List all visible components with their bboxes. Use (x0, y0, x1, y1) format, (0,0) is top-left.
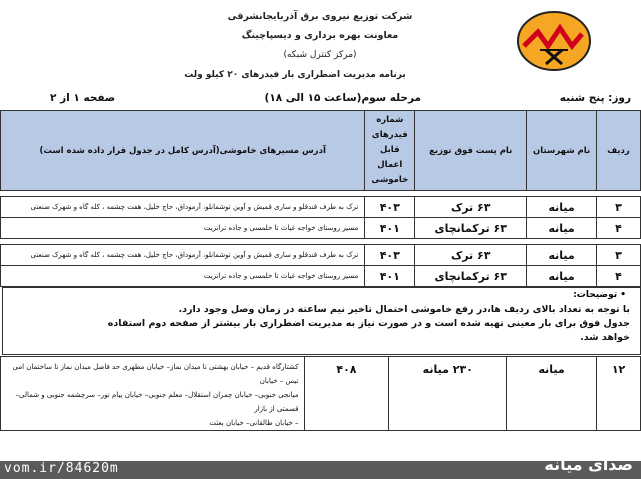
center-name: (مرکز کنترل شبکه) (283, 50, 357, 60)
header-post: نام پست فوق توزیع (415, 111, 527, 191)
table-row (1, 266, 641, 287)
cell-post: ۶۳ ترک (415, 197, 527, 218)
address-line: – خیابان طالقانی– خیابان بعثت (209, 419, 299, 427)
phase-label: مرحله سوم(ساعت ۱۵ الی ۱۸) (264, 92, 421, 104)
cell-city: میانه (527, 197, 597, 218)
table-row (1, 218, 641, 239)
brand-watermark: صدای میانه (544, 455, 633, 474)
cell-post: ۲۳۰ میانه (389, 357, 507, 431)
cell-row-number: ۱۲ (597, 357, 641, 431)
source-url: vom.ir/84620m (4, 461, 119, 476)
cell-address: ترک به طرف قندقلو و ساری قمیش و آوین توشمانلو، آرموداق، حاج خلیل، هفت چشمه ، کله گاه و شهرک صنعتی (1, 245, 365, 266)
cell-feeder: ۴۰۳ (365, 245, 415, 266)
company-name: شرکت توزیع نیروی برق آذربایجانشرقی (227, 11, 413, 22)
cell-address: مسیر روستای خواجه غیاث تا حلمسی و جاده ترانزیت (1, 266, 365, 287)
note-line: جدول فوق برای بار معینی تهیه شده است و در صورت نیاز به مدیریت اضطراری بار بیشتر از صفحه دوم استفاده (107, 318, 630, 329)
document-header (0, 0, 641, 88)
cell-city: میانه (527, 266, 597, 287)
cell-feeder: ۴۰۳ (365, 197, 415, 218)
day-label: روز: پنج شنبه (559, 92, 631, 104)
cell-city: میانه (507, 357, 597, 431)
second-table (0, 356, 641, 431)
watermark-bar (0, 455, 641, 479)
notes-box (2, 287, 641, 355)
cell-row-number: ۳ (597, 245, 641, 266)
cell-feeder: ۴۰۱ (365, 266, 415, 287)
company-logo-icon (516, 10, 592, 72)
cell-post: ۶۳ ترکمانچای (415, 266, 527, 287)
cell-feeder: ۴۰۱ (365, 218, 415, 239)
cell-row-number: ۴ (597, 218, 641, 239)
cell-row-number: ۴ (597, 266, 641, 287)
table-row (1, 357, 641, 431)
cell-address: مسیر روستای خواجه غیاث تا حلمسی و جاده ترانزیت (1, 218, 365, 239)
cell-city: میانه (527, 245, 597, 266)
table-row (1, 197, 641, 218)
cell-address: ترک به طرف قندقلو و ساری قمیش و آوین توشمانلو، آرموداق، حاج خلیل، هفت چشمه ، کله گاه و شهرک صنعتی (1, 197, 365, 218)
address-line: میانجی جنوبی– خیابان چمران استقلال– معلم جنوبی– خیابان پیام نور– سرچشمه جنوبی و شمالی– قسمتی از بازار (15, 391, 299, 413)
header-city: نام شهرستان (527, 111, 597, 191)
note-line: با توجه به تعداد بالای ردیف ها،در رفع خاموشی احتمال تاخیر نیم ساعته در زمان وصل وجود دارد. (178, 304, 630, 315)
outage-table (0, 110, 641, 287)
table-row (1, 245, 641, 266)
program-title: برنامه مدیریت اضطراری بار فیدرهای ۲۰ کیلو ولت (184, 70, 406, 80)
department-name: معاونت بهره برداری و دیسپاچینگ (241, 30, 399, 41)
cell-post: ۶۳ ترکمانچای (415, 218, 527, 239)
header-row-number: ردیف (597, 111, 641, 191)
info-bar (0, 90, 641, 108)
note-line: خواهد شد. (580, 332, 630, 343)
cell-city: میانه (527, 218, 597, 239)
header-feeders: شماره فیدرهای قابل اعمال خاموشی (365, 111, 415, 191)
cell-address (1, 357, 305, 431)
cell-row-number: ۳ (597, 197, 641, 218)
cell-post: ۶۳ ترک (415, 245, 527, 266)
header-address: آدرس مسیرهای خاموشی(آدرس کامل در جدول قرار داده شده است) (1, 111, 365, 191)
page-number: صفحه ۱ از ۲ (50, 92, 116, 104)
cell-feeder: ۴۰۸ (304, 357, 389, 431)
table-header-row (1, 111, 641, 191)
address-line: کشتارگاه قدیم – خیابان بهشتی تا میدان نماز– خیابان مطهری حد فاصل میدان نماز تا ساختمان امی تیس – خیابان (12, 363, 299, 385)
notes-title: • توضیحات: (573, 290, 626, 300)
